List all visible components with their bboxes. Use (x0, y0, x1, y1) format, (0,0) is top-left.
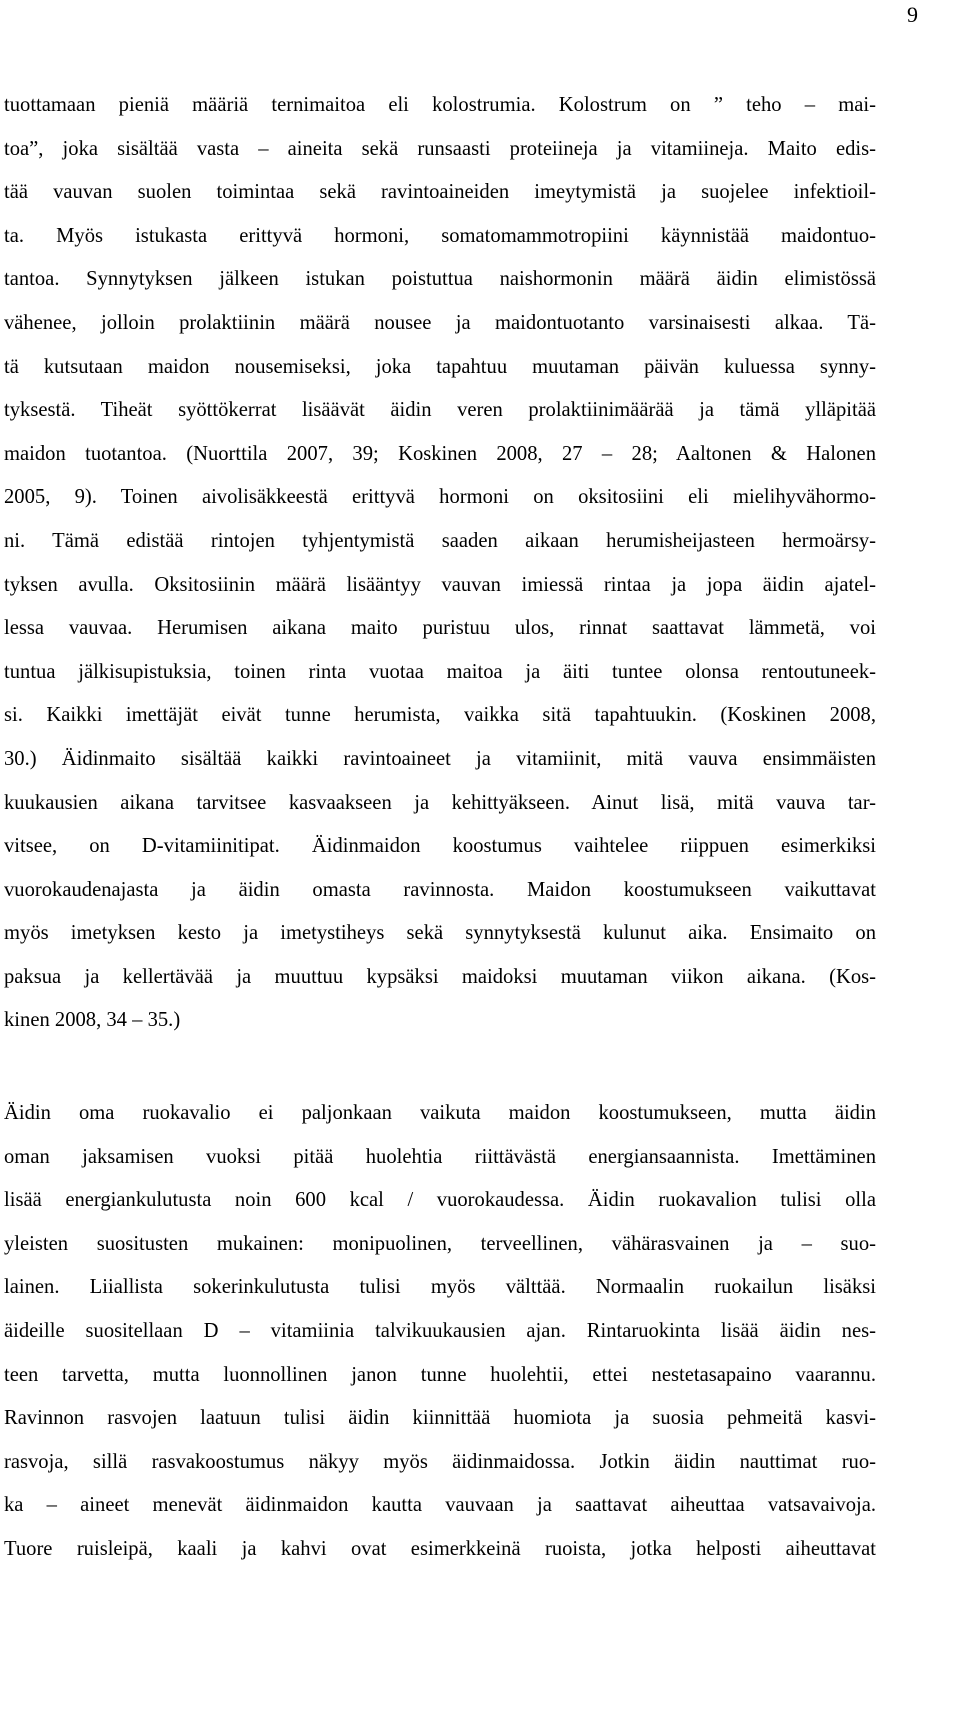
text-line: Tuore ruisleipä, kaali ja kahvi ovat esimerkkeinä ruoista, jotka helposti aiheuttavat (4, 1537, 876, 1560)
text-line: vitsee, on D-vitamiinitipat. Äidinmaidon koostumus vaihtelee riippuen esimerkiksi (4, 835, 876, 858)
text-line: kinen 2008, 34 – 35.) (4, 1009, 181, 1032)
text-line: ni. Tämä edistää rintojen tyhjentymistä saaden aikaan herumisheijasteen hermoärsy- (4, 529, 876, 552)
text-line: tä kutsutaan maidon nousemiseksi, joka tapahtuu muutaman päivän kuluessa synny- (4, 355, 876, 378)
text-line: Äidin oma ruokavalio ei paljonkaan vaikuta maidon koostumukseen, mutta äidin (4, 1102, 876, 1124)
text-line: lisää energiankulutusta noin 600 kcal / vuorokaudessa. Äidin ruokavalion tulisi olla (4, 1189, 876, 1212)
text-line: yleisten suositusten mukainen: monipuolinen, terveellinen, vähärasvainen ja – suo- (4, 1232, 876, 1255)
text-line: vuorokaudenajasta ja äidin omasta ravinnosta. Maidon koostumukseen vaikuttavat (4, 878, 876, 901)
text-line: tantoa. Synnytyksen jälkeen istukan poistuttua naishormonin määrä äidin elimistössä (4, 268, 876, 291)
text-line: maidon tuotantoa. (Nuorttila 2007, 39; Koskinen 2008, 27 – 28; Aaltonen & Halonen (4, 442, 876, 465)
text-line: tyksen avulla. Oksitosiinin määrä lisääntyy vauvan imiessä rintaa ja jopa äidin ajatel- (4, 573, 876, 596)
text-line: oman jaksamisen vuoksi pitää huolehtia riittävästä energiansaannista. Imettäminen (4, 1145, 876, 1168)
text-line: ta. Myös istukasta erittyvä hormoni, somatomammotropiini käynnistää maidontuo- (4, 224, 876, 247)
text-line: lainen. Liiallista sokerinkulutusta tulisi myös välttää. Normaalin ruokailun lisäksi (4, 1276, 876, 1299)
text-line: vähenee, jolloin prolaktiinin määrä nousee ja maidontuotanto varsinaisesti alkaa. Tä- (4, 311, 876, 334)
text-line: äideille suositellaan D – vitamiinia talvikuukausien ajan. Rintaruokinta lisää äidin nes- (4, 1319, 876, 1342)
text-line: tyksestä. Tiheät syöttökerrat lisäävät äidin veren prolaktiinimäärää ja tämä ylläpitää (4, 399, 876, 422)
text-line: 2005, 9). Toinen aivolisäkkeestä erittyvä hormoni on oksitosiini eli mielihyvähormo- (4, 486, 876, 509)
text-line: toa”, joka sisältää vasta – aineita sekä runsaasti proteiineja ja vitamiineja. Maito edis- (4, 137, 876, 160)
text-line: kuukausien aikana tarvitsee kasvaakseen ja kehittyäkseen. Ainut lisä, mitä vauva tar- (4, 791, 876, 814)
text-line: tää vauvan suolen toimintaa sekä ravintoaineiden imeytymistä ja suojelee infektioil- (4, 181, 876, 204)
text-line: tuntua jälkisupistuksia, toinen rinta vuotaa maitoa ja äiti tuntee olonsa rentoutuneek- (4, 660, 876, 683)
paragraph-1 (4, 84, 876, 1043)
text-line: tuottamaan pieniä määriä ternimaitoa eli kolostrumia. Kolostrum on ” teho – mai- (4, 94, 876, 116)
text-line: Ravinnon rasvojen laatuun tulisi äidin kiinnittää huomiota ja suosia pehmeitä kasvi- (4, 1407, 876, 1430)
text-line: myös imetyksen kesto ja imetystiheys sekä synnytyksestä kulunut aika. Ensimaito on (4, 922, 876, 945)
text-line: ka – aineet menevät äidinmaidon kautta vauvaan ja saattavat aiheuttaa vatsavaivoja. (4, 1494, 876, 1517)
page-number: 9 (907, 2, 918, 27)
text-line: si. Kaikki imettäjät eivät tunne herumista, vaikka sitä tapahtuukin. (Koskinen 2008, (4, 704, 876, 727)
text-line: lessa vauvaa. Herumisen aikana maito puristuu ulos, rinnat saattavat lämmetä, voi (4, 617, 876, 640)
text-line: 30.) Äidinmaito sisältää kaikki ravintoaineet ja vitamiinit, mitä vauva ensimmäisten (4, 747, 876, 770)
text-line: paksua ja kellertävää ja muuttuu kypsäksi maidoksi muutaman viikon aikana. (Kos- (4, 965, 876, 988)
text-line: teen tarvetta, mutta luonnollinen janon tunne huolehtii, ettei nestetasapaino vaarannu. (4, 1363, 876, 1386)
text-line: rasvoja, sillä rasvakoostumus näkyy myös äidinmaidossa. Jotkin äidin nauttimat ruo- (4, 1450, 876, 1473)
paragraph-2 (4, 1092, 876, 1572)
